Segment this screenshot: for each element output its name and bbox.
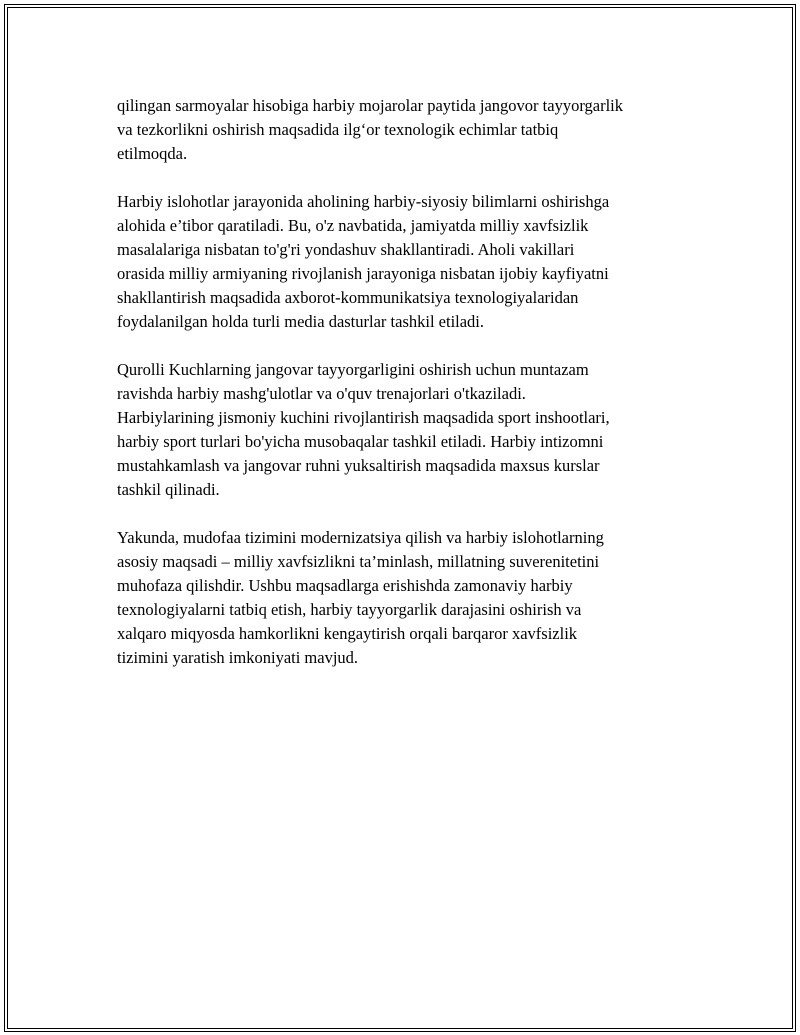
paragraph-line: Harbiylarining jismoniy kuchini rivojlantirish maqsadida sport inshootlari, xyxy=(117,408,610,427)
paragraph-line: texnologiyalarni tatbiq etish, harbiy tayyorgarlik darajasini oshirish va xyxy=(117,600,582,619)
paragraph-line: masalalariga nisbatan to'g'ri yondashuv shakllantiradi. Aholi vakillari xyxy=(117,240,575,259)
paragraph-line: mustahkamlash va jangovar ruhni yuksaltirish maqsadida maxsus kurslar xyxy=(117,456,600,475)
paragraph-line: muhofaza qilishdir. Ushbu maqsadlarga erishishda zamonaviy harbiy xyxy=(117,576,573,595)
paragraph-line: ravishda harbiy mashg'ulotlar va o'quv trenajorlari o'tkaziladi. xyxy=(117,384,526,403)
paragraph-1 xyxy=(117,94,697,166)
paragraph-line: harbiy sport turlari bo'yicha musobaqalar tashkil etiladi. Harbiy intizomni xyxy=(117,432,604,451)
paragraph-line: qilingan sarmoyalar hisobiga harbiy mojarolar paytida jangovor tayyorgarlik xyxy=(117,96,624,115)
paragraph-line: tizimini yaratish imkoniyati mavjud. xyxy=(117,648,359,667)
paragraph-line: Yakunda, mudofaa tizimini modernizatsiya qilish va harbiy islohotlarning xyxy=(117,528,604,547)
paragraph-line: Qurolli Kuchlarning jangovar tayyorgarligini oshirish uchun muntazam xyxy=(117,360,589,379)
paragraph-line: shakllantirish maqsadida axborot-kommunikatsiya texnologiyalaridan xyxy=(117,288,579,307)
paragraph-line: va tezkorlikni oshirish maqsadida ilg‘or texnologik echimlar tatbiq xyxy=(117,120,559,139)
paragraph-line: asosiy maqsadi – milliy xavfsizlikni ta’minlash, millatning suverenitetini xyxy=(117,552,600,571)
paragraph-line: foydalanilgan holda turli media dasturlar tashkil etiladi. xyxy=(117,312,485,331)
paragraph-line: xalqaro miqyosda hamkorlikni kengaytirish orqali barqaror xavfsizlik xyxy=(117,624,578,643)
paragraph-line: orasida milliy armiyaning rivojlanish jarayoniga nisbatan ijobiy kayfiyatni xyxy=(117,264,609,283)
paragraph-line: etilmoqda. xyxy=(117,144,188,163)
paragraph-4 xyxy=(117,526,697,670)
paragraph-line: alohida e’tibor qaratiladi. Bu, o'z navbatida, jamiyatda milliy xavfsizlik xyxy=(117,216,589,235)
paragraph-2 xyxy=(117,190,697,334)
paragraph-3 xyxy=(117,358,697,502)
paragraph-line: Harbiy islohotlar jarayonida aholining harbiy-siyosiy bilimlarni oshirishga xyxy=(117,192,610,211)
document-body xyxy=(117,94,697,694)
paragraph-line: tashkil qilinadi. xyxy=(117,480,220,499)
